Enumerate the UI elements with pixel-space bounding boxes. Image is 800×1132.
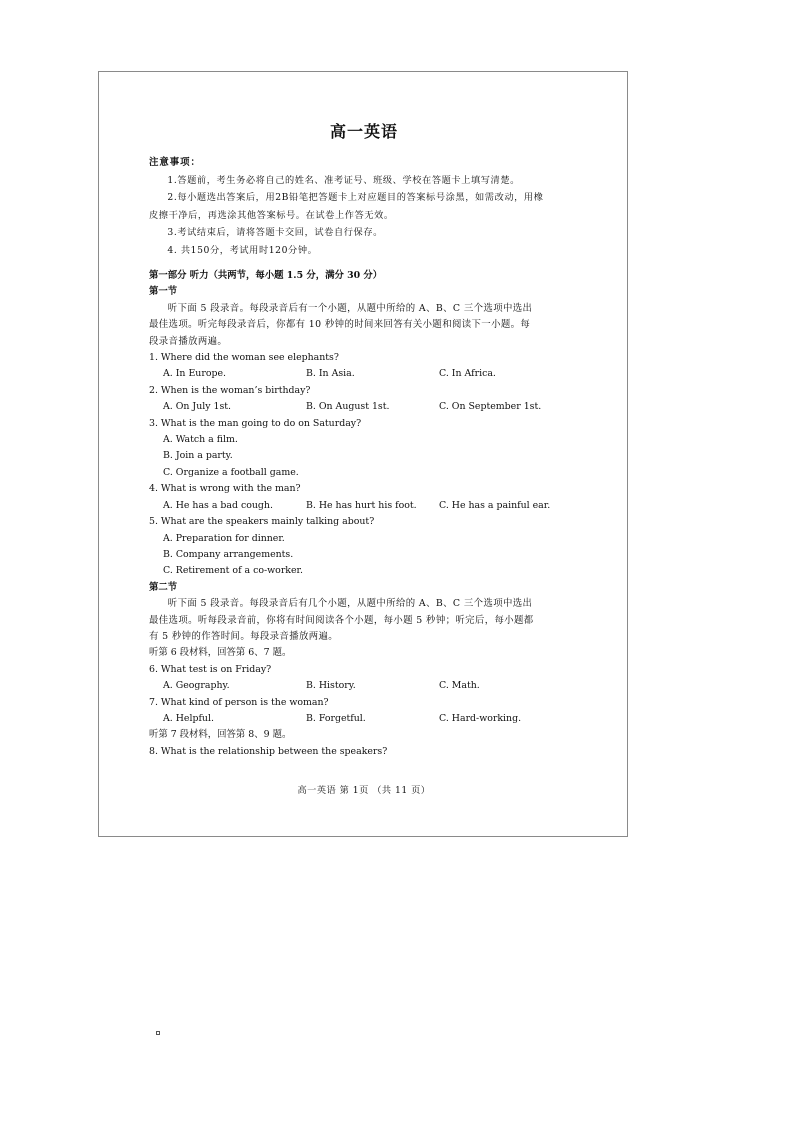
section1-heading: 第一节 (149, 286, 178, 298)
question-7: 7. What kind of person is the woman? (149, 696, 329, 708)
question-4: 4. What is wrong with the man? (149, 483, 301, 495)
note-item-2: 2.每小题选出答案后，用2B铅笔把答题卡上对应题目的答案标号涂黑，如需改动，用橡 (167, 192, 544, 204)
section1-instruction-line1: 听下面 5 段录音。每段录音后有一个小题，从题中所给的 A、B、C 三个选项中选出 (167, 302, 533, 314)
question-6-options (149, 678, 589, 694)
option-a: A. He has a bad cough. (163, 499, 273, 511)
option-b: B. History. (306, 680, 356, 692)
option-b: B. On August 1st. (306, 401, 390, 413)
question-1: 1. Where did the woman see elephants? (149, 352, 339, 364)
question-3: 3. What is the man going to do on Saturday? (149, 417, 362, 429)
option-c: C. On September 1st. (439, 401, 542, 413)
option-a: A. Helpful. (163, 712, 214, 724)
material-7-note: 听第 7 段材料，回答第 8、9 题。 (149, 729, 292, 741)
option-a: A. In Europe. (163, 368, 226, 380)
question-4-options (149, 498, 589, 514)
page-title: 高一英语 (329, 122, 398, 141)
option-c: C. In Africa. (439, 368, 496, 380)
option-a: A. Preparation for dinner. (163, 532, 285, 544)
page-footer: 高一英语 第 1页 （共 11 页） (297, 785, 431, 796)
material-6-note: 听第 6 段材料，回答第 6、7 题。 (149, 647, 292, 659)
section1-instruction-line2: 最佳选项。听完每段录音后，你都有 10 秒钟的时间来回答有关小题和阅读下一小题。每 (149, 319, 531, 331)
section2-heading: 第二节 (149, 581, 178, 593)
note-item-1: 1.答题前，考生务必将自己的姓名、准考证号、班级、学校在答题卡上填写清楚。 (167, 175, 520, 186)
option-b: B. Company arrangements. (163, 548, 294, 560)
option-c: C. Math. (439, 680, 480, 692)
note-item-4: 4. 共150分，考试用时120分钟。 (167, 244, 318, 256)
option-a: A. Geography. (163, 680, 230, 692)
note-item-3: 3.考试结束后，请将答题卡交回，试卷自行保存。 (167, 227, 383, 239)
option-b: B. He has hurt his foot. (306, 499, 417, 511)
option-a: A. On July 1st. (163, 401, 232, 413)
option-a: A. Watch a film. (163, 434, 238, 446)
question-5: 5. What are the speakers mainly talking about? (149, 516, 375, 528)
option-c: C. He has a painful ear. (439, 499, 551, 511)
option-c: C. Retirement of a co-worker. (163, 565, 303, 577)
question-6: 6. What test is on Friday? (149, 663, 272, 675)
part1-heading: 第一部分 听力（共两节，每小题 1.5 分，满分 30 分） (149, 270, 383, 281)
small-square-mark (156, 1031, 160, 1035)
option-b: B. In Asia. (306, 368, 355, 380)
note-item-2-cont: 皮擦干净后，再选涂其他答案标号。在试卷上作答无效。 (149, 209, 394, 221)
question-8: 8. What is the relationship between the speakers? (149, 745, 388, 757)
option-b: B. Forgetful. (306, 712, 366, 724)
option-b: B. Join a party. (163, 450, 233, 462)
question-2-options (149, 399, 589, 415)
option-c: C. Organize a football game. (163, 466, 299, 478)
section2-instruction-line2: 最佳选项。听每段录音前，你将有时间阅读各个小题，每小题 5 秒钟；听完后，每小题都 (149, 614, 534, 626)
notes-list (149, 172, 589, 259)
section2-instruction-line3: 有 5 秒钟的作答时间。每段录音播放两遍。 (149, 630, 339, 642)
section1-instruction-line3: 段录音播放两遍。 (149, 335, 228, 347)
section2-instruction-line1: 听下面 5 段录音。每段录音后有几个小题，从题中所给的 A、B、C 三个选项中选出 (167, 598, 533, 610)
question-1-options (149, 366, 589, 382)
exam-page (98, 71, 628, 837)
question-7-options (149, 711, 589, 727)
question-2: 2. When is the woman’s birthday? (149, 384, 311, 396)
notes-heading: 注意事项： (149, 157, 201, 168)
part1-listening (149, 268, 589, 760)
option-c: C. Hard-working. (439, 712, 522, 724)
